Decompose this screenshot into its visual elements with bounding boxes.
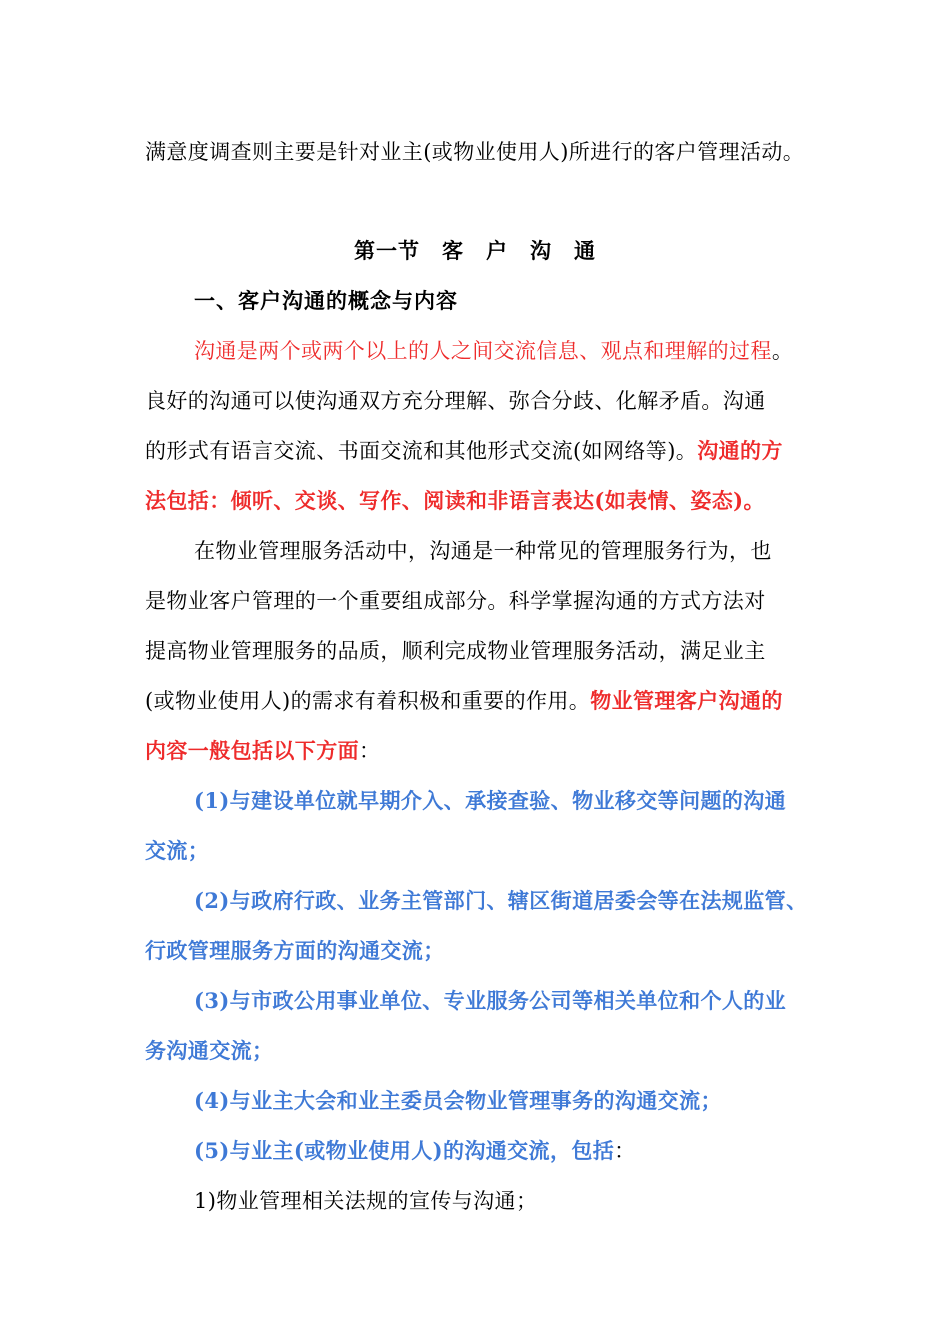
list-item-5-line1 xyxy=(194,1136,636,1166)
para2-content-end: 内容一般包括以下方面 xyxy=(145,738,359,763)
para2-line4-text: (或物业使用人)的需求有着积极和重要的作用。 xyxy=(145,689,591,713)
list-item-1-line1: (1)与建设单位就早期介入、承接查验、物业移交等问题的沟通 xyxy=(194,788,787,813)
list-item-2-line2: 行政管理服务方面的沟通交流； xyxy=(145,938,445,963)
para2-content-start: 物业管理客户沟通的 xyxy=(590,688,783,713)
para2-line2: 是物业客户管理的一个重要组成部分。科学掌握沟通的方式方法对 xyxy=(145,589,766,613)
para1-line2: 良好的沟通可以使沟通双方充分理解、弥合分歧、化解矛盾。沟通 xyxy=(145,389,766,413)
section-title: 第一节 客 户 沟 通 xyxy=(354,238,596,263)
list-item-3-line2: 务沟通交流； xyxy=(145,1038,274,1063)
subheading: 一、客户沟通的概念与内容 xyxy=(194,288,458,313)
list-item-5-text: (5)与业主(或物业使用人)的沟通交流，包括 xyxy=(194,1138,615,1163)
list-item-4-line1: (4)与业主大会和业主委员会物业管理事务的沟通交流； xyxy=(194,1088,722,1113)
para1-line1 xyxy=(194,336,793,366)
list-item-1-line2: 交流； xyxy=(145,838,210,863)
para1-line3-text: 的形式有语言交流、书面交流和其他形式交流(如网络等)。 xyxy=(145,439,698,463)
sub-item-1: 1)物业管理相关法规的宣传与沟通； xyxy=(194,1189,538,1213)
para1-methods-start: 沟通的方 xyxy=(697,438,783,463)
intro-line: 满意度调查则主要是针对业主(或物业使用人)所进行的客户管理活动。 xyxy=(145,140,805,164)
para1-definition: 沟通是两个或两个以上的人之间交流信息、观点和理解的过程 xyxy=(194,339,772,363)
para1-line1-end: 。 xyxy=(771,339,794,363)
para2-line4 xyxy=(145,686,783,716)
para2-line5 xyxy=(145,736,380,766)
list-item-3-line1: (3)与市政公用事业单位、专业服务公司等相关单位和个人的业 xyxy=(194,988,787,1013)
para1-line4: 法包括：倾听、交谈、写作、阅读和非语言表达(如表情、姿态)。 xyxy=(145,488,765,513)
list-item-5-colon: ： xyxy=(614,1139,636,1163)
para1-line3 xyxy=(145,436,783,466)
para2-line3: 提高物业管理服务的品质，顺利完成物业管理服务活动，满足业主 xyxy=(145,639,766,663)
list-item-2-line1: (2)与政府行政、业务主管部门、辖区街道居委会等在法规监管、 xyxy=(194,888,808,913)
para2-colon: ： xyxy=(359,739,381,763)
para2-line1: 在物业管理服务活动中，沟通是一种常见的管理服务行为，也 xyxy=(194,539,772,563)
